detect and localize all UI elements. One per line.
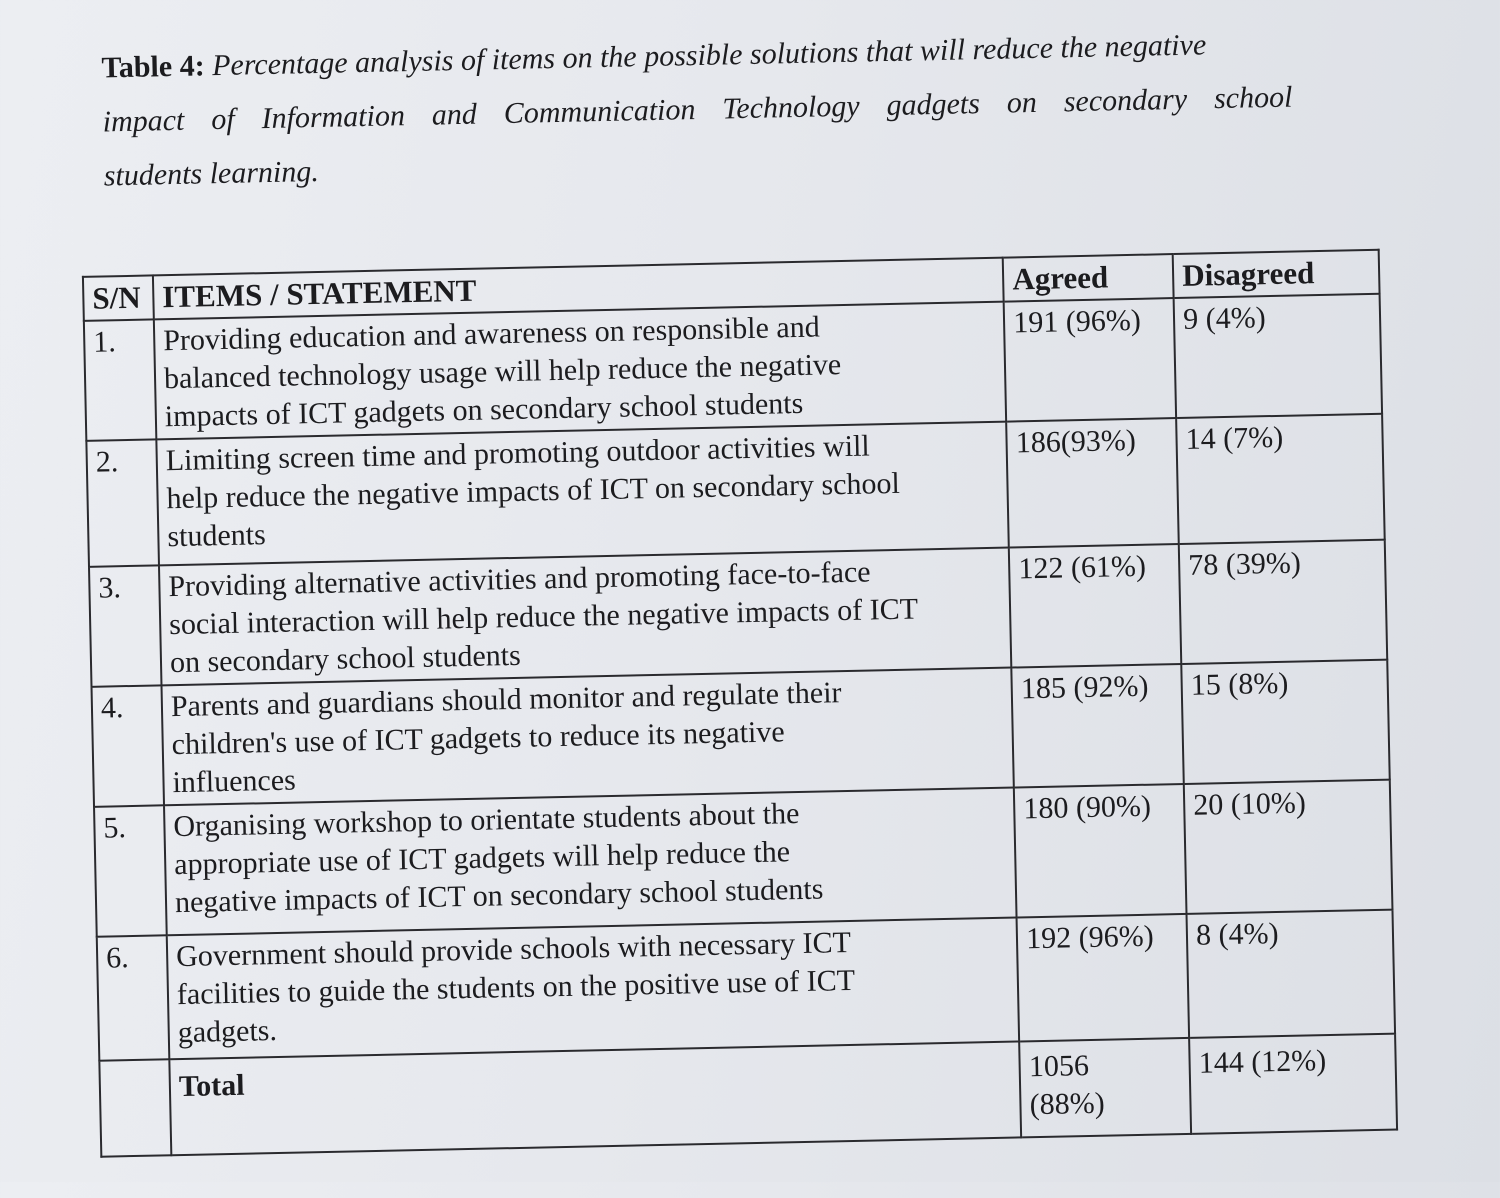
caption-label: Table 4: <box>101 49 205 85</box>
row-disagreed: 14 (7%) <box>1176 414 1384 544</box>
caption-line-3: students learning. <box>103 154 320 193</box>
row-sn: 4. <box>92 685 164 806</box>
row-agreed: 185 (92%) <box>1012 664 1184 788</box>
row-statement <box>164 788 1017 936</box>
caption-word: impact <box>102 103 185 139</box>
table-caption <box>101 17 1294 204</box>
row-sn: 5. <box>94 805 167 936</box>
row-sn: 6. <box>97 935 170 1060</box>
row-sn: 2. <box>86 439 159 566</box>
total-label: Total <box>169 1041 1021 1155</box>
row-statement <box>156 422 1009 566</box>
row-statement <box>167 917 1020 1059</box>
statement-line: Organising workshop to orientate students about the <box>173 797 800 844</box>
statement-line: balanced technology usage will help reduce the negative <box>163 348 842 396</box>
row-disagreed: 15 (8%) <box>1181 660 1389 784</box>
row-sn: 1. <box>84 319 156 440</box>
row-sn: 3. <box>89 565 161 686</box>
caption-word: Technology <box>722 89 860 126</box>
statement-line: impacts of ICT gadgets on secondary school students <box>164 386 804 434</box>
caption-text-1: Percentage analysis of items on the possible solutions that will reduce the negative <box>211 28 1207 83</box>
statement-line: appropriate use of ICT gadgets will help reduce the <box>173 835 791 882</box>
statement-line: Providing alternative activities and promoting face-to-face <box>168 555 871 604</box>
total-sn-empty <box>99 1059 171 1156</box>
statement-line: on secondary school students <box>169 638 522 680</box>
header-sn: S/N <box>83 275 154 320</box>
solutions-table <box>82 249 1398 1158</box>
caption-word: Communication <box>503 93 696 131</box>
total-agreed-pct: (88%) <box>1029 1086 1105 1122</box>
statement-line: children's use of ICT gadgets to reduce its negative <box>171 715 785 762</box>
row-agreed: 192 (96%) <box>1017 914 1189 1042</box>
total-disagreed: 144 (12%) <box>1189 1034 1397 1134</box>
row-agreed: 186(93%) <box>1006 418 1179 548</box>
total-agreed <box>1019 1038 1191 1138</box>
statement-line: negative impacts of ICT on secondary school students <box>174 872 824 920</box>
header-agreed: Agreed <box>1003 254 1174 302</box>
statement-line: Limiting screen time and promoting outdoor activities will <box>165 429 871 478</box>
total-agreed-count: 1056 <box>1028 1049 1090 1084</box>
caption-word: of <box>210 102 235 137</box>
row-statement <box>154 302 1007 440</box>
row-disagreed: 78 (39%) <box>1179 540 1387 664</box>
caption-word: Information <box>261 99 406 136</box>
statement-line: gadgets. <box>177 1014 278 1050</box>
row-statement <box>159 548 1012 686</box>
caption-word: on <box>1006 85 1038 120</box>
statement-line: facilities to guide the students on the positive use of ICT <box>176 963 856 1012</box>
statement-line: students <box>167 518 267 554</box>
statement-line: social interaction will help reduce the negative impacts of ICT <box>168 592 919 642</box>
caption-word: gadgets <box>886 87 981 123</box>
row-disagreed: 9 (4%) <box>1174 294 1382 418</box>
header-items: ITEMS / STATEMENT <box>153 258 1004 320</box>
statement-line: Parents and guardians should monitor and regulate their <box>170 676 842 724</box>
caption-word: secondary <box>1063 82 1188 119</box>
row-agreed: 180 (90%) <box>1014 784 1187 918</box>
statement-line: Providing education and awareness on responsible and <box>162 310 820 358</box>
header-disagreed: Disagreed <box>1173 250 1380 298</box>
row-agreed: 122 (61%) <box>1009 544 1181 668</box>
caption-word: and <box>431 97 478 132</box>
caption-word: school <box>1213 80 1293 116</box>
statement-line: help reduce the negative impacts of ICT on secondary school <box>166 466 901 516</box>
statement-line: influences <box>172 763 297 800</box>
row-agreed: 191 (96%) <box>1004 298 1176 422</box>
row-disagreed: 20 (10%) <box>1184 780 1393 914</box>
statement-line: Government should provide schools with necessary ICT <box>175 925 852 974</box>
row-disagreed: 8 (4%) <box>1187 910 1395 1038</box>
row-statement <box>161 668 1014 806</box>
